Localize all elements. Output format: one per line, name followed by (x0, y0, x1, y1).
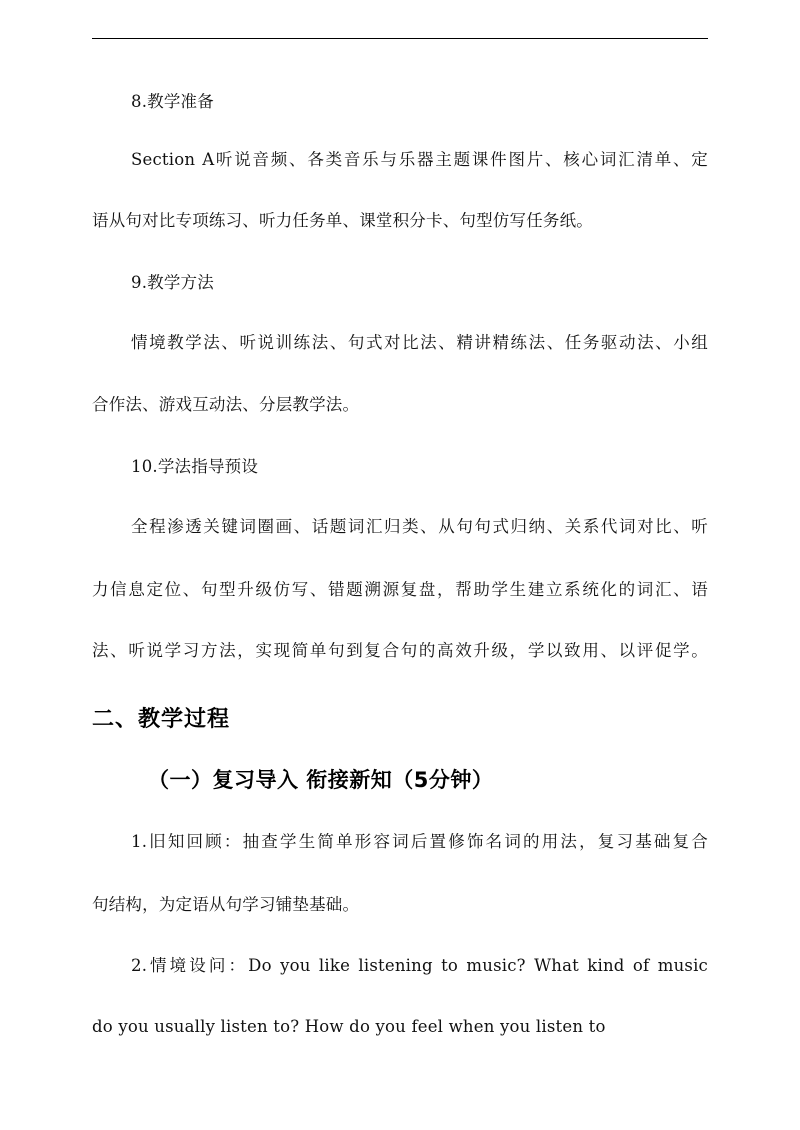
section-8-title: 8.教学准备 (131, 92, 214, 111)
review-item-1-line-2: 句结构，为定语从句学习铺垫基础。 (92, 895, 360, 914)
subheading-review-intro: （一）复习导入 衔接新知（5分钟） (148, 768, 494, 792)
review-item-2-line-1: 2.情境设问：Do you like listening to music? What kind of music (131, 956, 708, 975)
section-8-text-line-2: 语从句对比专项练习、听力任务单、课堂积分卡、句型仿写任务纸。 (92, 211, 593, 230)
section-9-text-line-2: 合作法、游戏互动法、分层教学法。 (92, 395, 360, 414)
section-9-text-line-1: 情境教学法、听说训练法、句式对比法、精讲精练法、任务驱动法、小组 (131, 333, 708, 352)
section-10-text-line-2: 力信息定位、句型升级仿写、错题溯源复盘，帮助学生建立系统化的词汇、语 (92, 580, 708, 599)
heading-teaching-process: 二、教学过程 (92, 707, 231, 732)
review-item-2-line-2: do you usually listen to? How do you feel when you listen to (92, 1017, 606, 1036)
section-9-title: 9.教学方法 (131, 273, 214, 292)
section-8-text-line-1: Section A听说音频、各类音乐与乐器主题课件图片、核心词汇清单、定 (131, 150, 708, 169)
header-rule (92, 38, 708, 39)
section-10-text-line-1: 全程渗透关键词圈画、话题词汇归类、从句句式归纳、关系代词对比、听 (131, 517, 708, 536)
section-10-text-line-3: 法、听说学习方法，实现简单句到复合句的高效升级，学以致用、以评促学。 (92, 641, 708, 660)
section-10-title: 10.学法指导预设 (131, 457, 259, 476)
review-item-1-line-1: 1.旧知回顾：抽查学生简单形容词后置修饰名词的用法，复习基础复合 (131, 832, 708, 851)
